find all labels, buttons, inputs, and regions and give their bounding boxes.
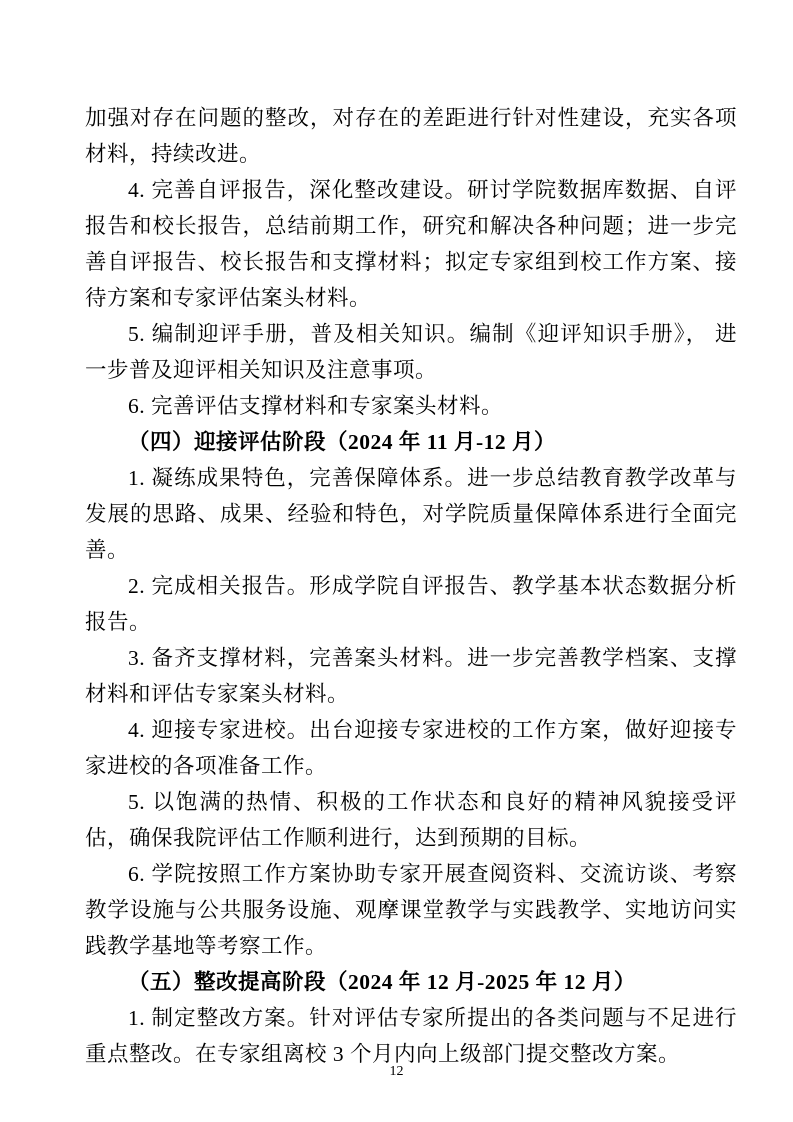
paragraph-item-1-stage5: 1. 制定整改方案。针对评估专家所提出的各类问题与不足进行 重点整改。在专家组离校 3 个月内向上级部门提交整改方案。 (85, 1006, 737, 1066)
paragraph-item-5-prep: 5. 编制迎评手册，普及相关知识。编制《迎评知识手册》， 进一步普及迎评相关知识及注意事项。 (85, 322, 737, 382)
paragraph-item-6-prep: 6. 完善评估支撑材料和专家案头材料。 (128, 394, 504, 418)
document-body (85, 100, 737, 1072)
paragraph-item-1-stage4: 1. 凝练成果特色，完善保障体系。进一步总结教育教学改革与发展的思路、成果、经验和特色，对学院质量保障体系进行全面完善。 (85, 466, 737, 562)
section-heading-stage-4: （四）迎接评估阶段（2024 年 11 月-12 月） (128, 430, 556, 454)
paragraph-item-2-stage4: 2. 完成相关报告。形成学院自评报告、教学基本状态数据分析报告。 (85, 574, 737, 634)
paragraph-item-6-stage4: 6. 学院按照工作方案协助专家开展查阅资料、交流访谈、考察教学设施与公共服务设施、观摩课堂教学与实践教学、实地访问实践教学基地等考察工作。 (85, 862, 737, 958)
paragraph-item-4-prep: 4. 完善自评报告，深化整改建设。研讨学院数据库数据、自评报告和校长报告，总结前期工作，研究和解决各种问题；进一步完善自评报告、校长报告和支撑材料；拟定专家组到校工作方案、接待方案和专家评估案头材料。 (85, 178, 737, 310)
paragraph-continuation: 加强对存在问题的整改，对存在的差距进行针对性建设，充实各项材料，持续改进。 (85, 106, 737, 166)
page-number: 12 (389, 1064, 404, 1079)
paragraph-item-4-stage4: 4. 迎接专家进校。出台迎接专家进校的工作方案，做好迎接专家进校的各项准备工作。 (85, 718, 737, 778)
paragraph-item-5-stage4: 5. 以饱满的热情、积极的工作状态和良好的精神风貌接受评估，确保我院评估工作顺利进行，达到预期的目标。 (85, 790, 737, 850)
paragraph-item-3-stage4: 3. 备齐支撑材料，完善案头材料。进一步完善教学档案、支撑材料和评估专家案头材料。 (85, 646, 737, 706)
section-heading-stage-5: （五）整改提高阶段（2024 年 12 月-2025 年 12 月） (128, 970, 636, 994)
page-footer (0, 1062, 793, 1080)
